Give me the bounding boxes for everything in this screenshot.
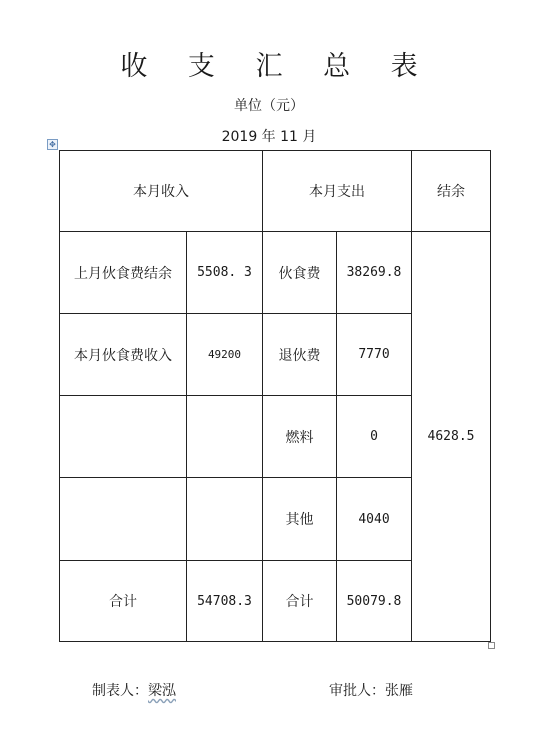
income-label-cell [60, 478, 187, 561]
income-label-cell: 上月伙食费结余 [60, 232, 187, 314]
document-title: 收 支 汇 总 表 [120, 51, 434, 82]
expense-total-label-cell: 合计 [263, 561, 337, 642]
income-label-cell [60, 396, 187, 478]
expense-label-cell: 退伙费 [263, 314, 337, 396]
income-total-value-cell: 54708.3 [187, 561, 263, 642]
expense-value-cell: 4040 [337, 478, 412, 561]
income-value-cell [187, 396, 263, 478]
table-header-row [60, 151, 491, 232]
income-label-cell: 本月伙食费收入 [60, 314, 187, 396]
header-income: 本月收入 [60, 151, 263, 232]
maker-label: 制表人： [92, 683, 148, 699]
expense-label-cell: 其他 [263, 478, 337, 561]
income-value-cell: 49200 [187, 314, 263, 396]
table-move-handle-icon[interactable]: ✥ [47, 139, 58, 150]
summary-table [59, 150, 491, 642]
income-value-cell: 5508. 3 [187, 232, 263, 314]
date-label: 2019 年 11 月 [221, 129, 317, 145]
table-row [60, 232, 491, 314]
expense-value-cell: 0 [337, 396, 412, 478]
unit-label: 单位（元） [234, 98, 304, 114]
expense-value-cell: 7770 [337, 314, 412, 396]
approver-name: 张雁 [385, 683, 413, 699]
approver-line [329, 680, 413, 700]
expense-label-cell: 伙食费 [263, 232, 337, 314]
balance-value-cell: 4628.5 [412, 232, 491, 642]
table-resize-handle[interactable] [488, 642, 495, 649]
header-expense: 本月支出 [263, 151, 412, 232]
income-total-label-cell: 合计 [60, 561, 187, 642]
header-balance: 结余 [412, 151, 491, 232]
maker-name: 梁泓 [148, 683, 176, 699]
expense-value-cell: 38269.8 [337, 232, 412, 314]
maker-line [92, 680, 176, 700]
approver-label: 审批人： [329, 683, 385, 699]
expense-label-cell: 燃料 [263, 396, 337, 478]
expense-total-value-cell: 50079.8 [337, 561, 412, 642]
income-value-cell [187, 478, 263, 561]
